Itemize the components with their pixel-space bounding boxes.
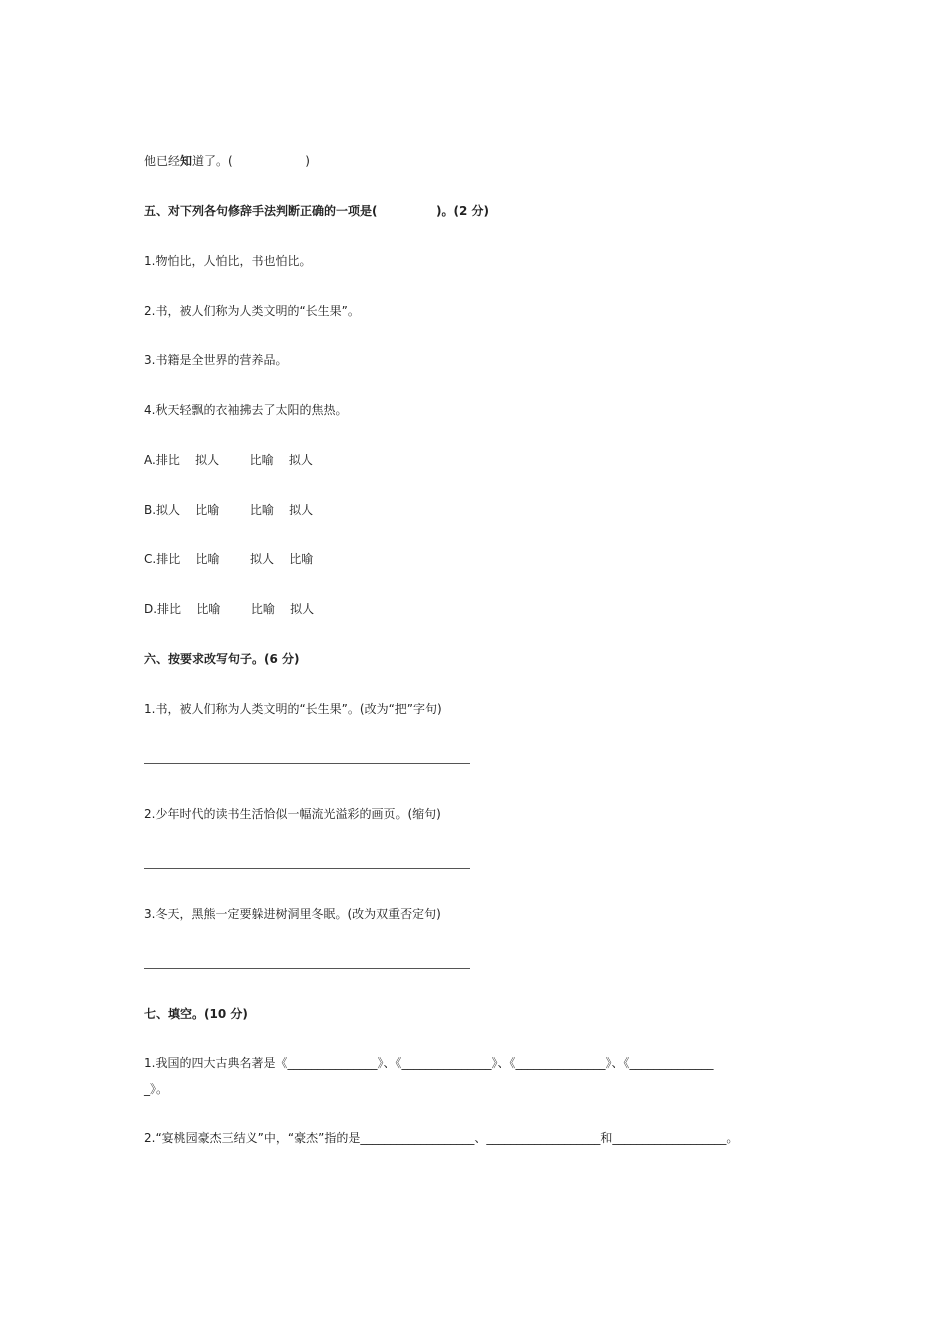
section-5-option-a: A.排比 拟人 比喻 拟人 [144,453,313,467]
text-bold-char: 知 [180,154,193,168]
section-7-question-1-line-1: 1.我国的四大古典名著是《_______________》、《_______________》、《_______________》、《______________ [144,1056,714,1070]
section-6-question-3: 3.冬天，黑熊一定要躲进树洞里冬眠。(改为双重否定句) [144,907,441,921]
section-5-option-c: C.排比 比喻 拟人 比喻 [144,552,314,566]
section-6-question-1: 1.书，被人们称为人类文明的“长生果”。(改为“把”字句) [144,702,442,716]
answer-line-1 [144,763,470,764]
section-6-heading: 六、按要求改写句子。(6 分) [144,652,300,666]
line-answer-prev [144,153,310,169]
answer-line-3 [144,968,470,969]
section-5-sentence-4: 4.秋天轻飘的衣袖拂去了太阳的焦热。 [144,403,348,417]
section-5-sentence-1: 1.物怕比，人怕比，书也怕比。 [144,254,312,268]
text-pre: 他已经 [144,154,181,168]
answer-line-2 [144,868,470,869]
section-6-question-2: 2.少年时代的读书生活恰似一幅流光溢彩的画页。(缩句) [144,807,441,821]
section-5-sentence-3: 3.书籍是全世界的营养品。 [144,353,288,367]
text-post: 道了。( ) [192,154,310,168]
section-5-sentence-2: 2.书，被人们称为人类文明的“长生果”。 [144,304,360,318]
section-7-question-1-line-2: _》。 [144,1082,169,1096]
section-7-question-2: 2.“宴桃园豪杰三结义”中，“豪杰”指的是___________________、___________________和___________________。 [144,1131,739,1145]
section-5-option-b: B.拟人 比喻 比喻 拟人 [144,503,314,517]
section-5-option-d: D.排比 比喻 比喻 拟人 [144,602,315,616]
section-5-heading: 五、对下列各句修辞手法判断正确的一项是( )。(2 分) [144,204,489,218]
section-7-heading: 七、填空。(10 分) [144,1007,248,1021]
